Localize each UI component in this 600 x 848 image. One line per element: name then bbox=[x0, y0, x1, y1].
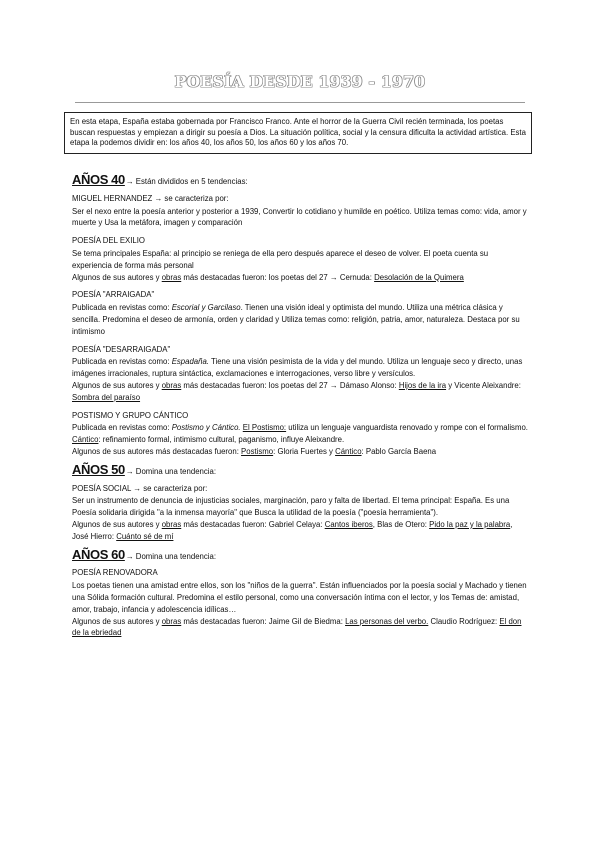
section-title: AÑOS 50 bbox=[72, 461, 125, 477]
tendency-heading: POSTISMO Y GRUPO CÁNTICO bbox=[72, 410, 189, 420]
title-divider bbox=[75, 102, 525, 103]
work-title: Pido la paz y la palabra bbox=[429, 519, 511, 529]
section-description: → Domina una tendencia: bbox=[125, 551, 216, 561]
tendency-text: Los poetas tienen una amistad entre ellos, son los "niños de la guerra". Están influenciados por la poesía social y Machado y tienen una Sólida formación cultural. Predomina el estilo personal, como una conversación íntima con el lector, y los Temas de: amistad, amor, trabajo, infancia y adolescencia idílicas… bbox=[72, 581, 527, 614]
tendency-poesia-social bbox=[72, 483, 530, 543]
section-anos-60-header bbox=[72, 546, 530, 563]
authors-line: Algunos de sus autores y obras más destacadas fueron: Jaime Gil de Biedma: Las personas del verbo. Claudio Rodríguez: El don de la ebriedad bbox=[72, 616, 522, 638]
authors-line: Algunos de sus autores y obras más destacadas fueron: Gabriel Celaya: Cantos iberos, Blas de Otero: Pido la paz y la palabra, José Hierro: Cuánto sé de mí bbox=[72, 519, 513, 541]
magazines: Postismo y Cántico. bbox=[171, 423, 241, 433]
movement-name: Cántico bbox=[72, 435, 99, 445]
section-description: → Domina una tendencia: bbox=[125, 466, 216, 476]
authors-line: Algunos de sus autores y obras más destacadas fueron: los poetas del 27 → Cernuda: Desolación de la Quimera bbox=[72, 272, 464, 282]
movement-name: Cántico bbox=[335, 446, 362, 456]
tendency-text: Ser el nexo entre la poesía anterior y posterior a 1939, Convertir lo cotidiano y humilde en poético. Utiliza temas como: vida, amor y muerte y Usa la metáfora, imagen y comparación bbox=[72, 206, 527, 228]
tendency-miguel-hernandez bbox=[72, 193, 530, 229]
tendency-text: Ser un instrumento de denuncia de injusticias sociales, marginación, paro y falta de libertad. El tema principal: España. Es una Poesía solidaria dirigida "a la inmensa mayoría" que Busca la utilidad de la poesía ("poesía herramienta"). bbox=[72, 496, 510, 518]
tendency-text: Publicada en revistas como: Escorial y Garcilaso. Tienen una visión ideal y optimista del mundo. Utiliza una métrica clásica y sencilla. Predomina el deseo de armonía, orden y claridad y Utiliza temas como: religión, patria, amor, naturaleza. Destaca por su intimismo bbox=[72, 303, 520, 336]
work-title: Sombra del paraíso bbox=[72, 392, 141, 402]
magazines: Espadaña. bbox=[171, 357, 209, 367]
work-title: Las personas del verbo. bbox=[345, 616, 429, 626]
tendency-heading: POESÍA RENOVADORA bbox=[72, 568, 158, 578]
obras-word: obras bbox=[161, 380, 182, 390]
work-title: Cuánto sé de mí bbox=[116, 531, 174, 541]
tendency-arraigada bbox=[72, 289, 530, 337]
tendency-heading: MIGUEL HERNANDEZ → se caracteriza por: bbox=[72, 193, 229, 203]
obras-word: obras bbox=[161, 272, 182, 282]
tendency-exilio bbox=[72, 235, 530, 283]
obras-word: obras bbox=[161, 519, 182, 529]
main-content bbox=[72, 170, 530, 645]
section-anos-50-header bbox=[72, 461, 530, 478]
section-title: AÑOS 60 bbox=[72, 546, 125, 562]
obras-word: obras bbox=[161, 616, 182, 626]
intro-box: En esta etapa, España estaba gobernada por Francisco Franco. Ante el horror de la Guerra Civil recién terminada, los poetas buscan respuestas y empiezan a dirigir su poesía a Dios. La situación política, social y la censura dificulta la actividad artística. Esta etapa la podemos dividir en: los años 40, los años 50, los años 60 y los años 70. bbox=[64, 112, 532, 154]
magazines: Escorial y Garcilaso bbox=[171, 303, 241, 313]
tendency-text: Se tema principales España: al principio se reniega de ella pero después aparece el deseo de volver. El poeta cuenta su experiencia de forma más personal bbox=[72, 248, 489, 270]
work-title: Hijos de la ira bbox=[398, 380, 447, 390]
tendency-text: Publicada en revistas como: Espadaña. Tiene una visión pesimista de la vida y del mundo. Utiliza un lenguaje seco y directo, unas imágenes irracionales, ruptura sintáctica, exclamaciones e interrogaciones, verso libre y versículos. bbox=[72, 357, 523, 379]
section-title: AÑOS 40 bbox=[72, 172, 125, 187]
section-anos-40-header bbox=[72, 174, 530, 188]
page-title: POESÍA DESDE 1939 - 1970 bbox=[174, 72, 426, 91]
work-title: Cantos iberos bbox=[324, 519, 373, 529]
movement-name: Postismo bbox=[241, 446, 274, 456]
tendency-poesia-renovadora bbox=[72, 567, 530, 639]
tendency-desarraigada bbox=[72, 344, 530, 404]
tendency-heading: POESÍA "ARRAIGADA" bbox=[72, 290, 155, 300]
work-title: El don de la ebriedad bbox=[72, 616, 522, 638]
work-title: Desolación de la Quimera bbox=[374, 272, 464, 282]
tendency-postismo-cantico bbox=[72, 410, 530, 458]
tendency-heading: POESÍA "DESARRAIGADA" bbox=[72, 344, 171, 354]
movement-name: El Postismo: bbox=[242, 423, 287, 433]
tendency-heading: POESÍA DEL EXILIO bbox=[72, 236, 145, 246]
section-description: → Están divididos en 5 tendencias: bbox=[125, 177, 248, 186]
authors-line: Algunos de sus autores más destacadas fueron: Postismo: Gloria Fuertes y Cántico: Pablo García Baena bbox=[72, 446, 437, 456]
authors-line: Algunos de sus autores y obras más destacadas fueron: los poetas del 27 → Dámaso Alonso: Hijos de la ira y Vicente Aleixandre: Sombra del paraíso bbox=[72, 380, 521, 402]
tendency-heading: POESÍA SOCIAL → se caracteriza por: bbox=[72, 483, 208, 493]
tendency-text: Publicada en revistas como: Postismo y Cántico. El Postismo: utiliza un lenguaje vanguardista renovado y rompe con el formalismo. Cántico: refinamiento formal, intimismo cultural, paganismo, influye Aleixandre. bbox=[72, 423, 528, 445]
